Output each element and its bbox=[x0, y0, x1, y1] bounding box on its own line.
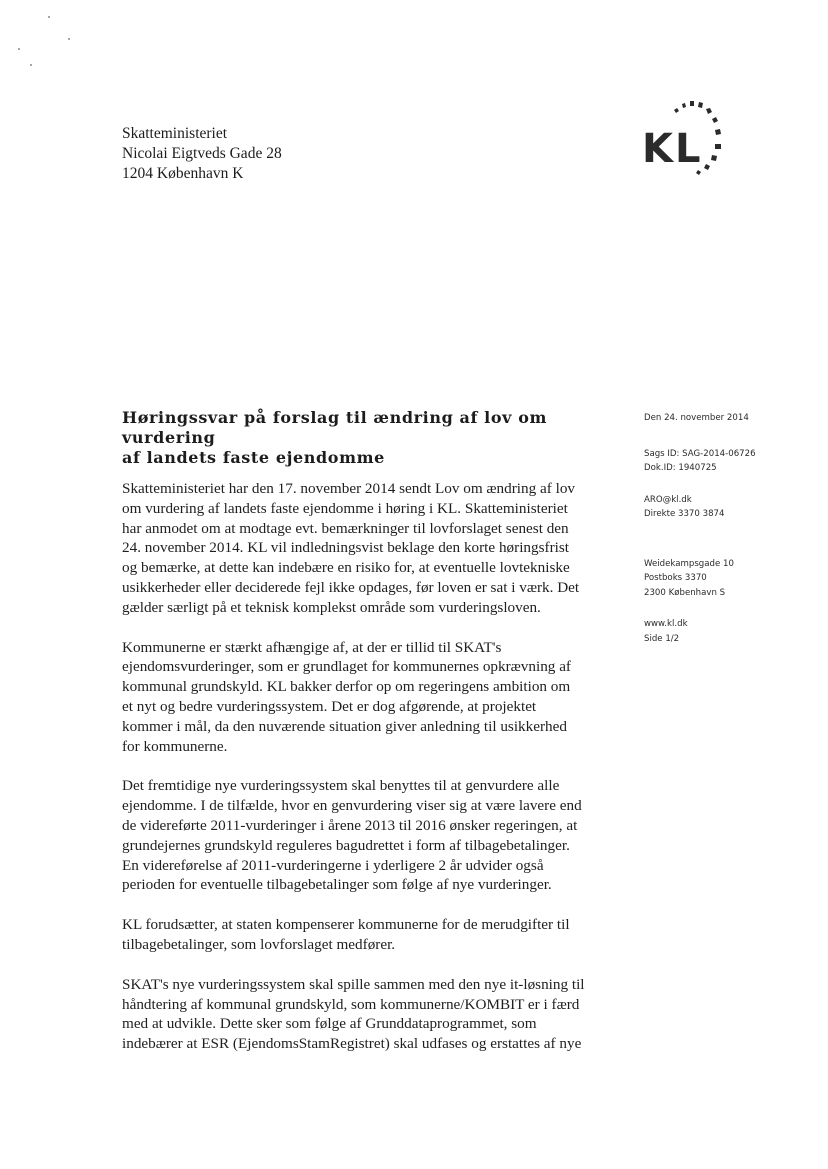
letter-meta bbox=[644, 411, 814, 658]
logo-dot bbox=[682, 103, 686, 108]
logo-dot bbox=[690, 101, 694, 106]
body-line: 24. november 2014. KL vil indledningsvist beklage den korte høringsfrist bbox=[122, 539, 569, 557]
body-line: ejendomme. I de tilfælde, hvor en genvurdering viser sig at være lavere end bbox=[122, 797, 582, 815]
body-line: Kommunerne er stærkt afhængige af, at der er tillid til SKAT's bbox=[122, 638, 502, 656]
logo-dot bbox=[698, 102, 703, 108]
body-line: kommunal grundskyld. KL bakker derfor op om regeringens ambition om bbox=[122, 678, 571, 696]
recipient-line: 1204 København K bbox=[122, 165, 244, 182]
body-line: med at udvikle. Dette sker som følge af Grunddataprogrammet, som bbox=[122, 1015, 537, 1033]
body-paragraph bbox=[122, 975, 612, 1054]
page-number: Side 1/2 bbox=[644, 633, 680, 644]
logo-dot bbox=[712, 117, 718, 123]
direct-phone: Direkte 3370 3874 bbox=[644, 509, 725, 519]
body-line: Skatteministeriet har den 17. november 2014 sendt Lov om ændring af lov bbox=[122, 480, 576, 497]
address-line: Postboks 3370 bbox=[644, 573, 707, 583]
body-line: perioden for eventuelle tilbagebetalinger som følge af nye vurderinger. bbox=[122, 876, 552, 894]
body-line: håndtering af kommunal grundskyld, som kommunerne/KOMBIT er i færd bbox=[122, 995, 580, 1013]
document-title bbox=[122, 408, 602, 468]
scan-speck bbox=[68, 38, 70, 40]
letter-body bbox=[122, 479, 612, 1074]
logo-dot bbox=[715, 144, 721, 149]
contact-email: ARO@kl.dk bbox=[644, 494, 692, 505]
body-line: Det fremtidige nye vurderingssystem skal benyttes til at genvurdere alle bbox=[122, 777, 560, 795]
body-line: KL forudsætter, at staten kompenserer kommunerne for de merudgifter til bbox=[122, 916, 570, 934]
document-id: Dok.ID: 1940725 bbox=[644, 463, 717, 473]
logo-dot bbox=[715, 129, 721, 135]
body-line: har anmodet om at modtage evt. bemærkninger til lovforslaget senest den bbox=[122, 519, 569, 537]
body-paragraph bbox=[122, 915, 612, 955]
body-line: kommer i mål, da den nuværende situation giver anledning til usikkerhed bbox=[122, 717, 567, 735]
body-line: grundejernes grundskyld reguleres bagudrettet i form af tilbagebetalinger. bbox=[122, 836, 570, 854]
body-line: ejendomsvurderinger, som er grundlaget for kommunernes opkrævning af bbox=[122, 658, 571, 676]
body-line: om vurdering af landets faste ejendomme i høring i KL. Skatteministeriet bbox=[122, 499, 568, 517]
scan-speck bbox=[48, 16, 50, 18]
title-line: Høringssvar på forslag til ændring af lov om vurdering bbox=[122, 408, 547, 447]
address-line: Weidekampsgade 10 bbox=[644, 558, 734, 569]
body-paragraph bbox=[122, 479, 612, 618]
body-line: for kommunerne. bbox=[122, 737, 228, 755]
recipient-address bbox=[122, 124, 282, 184]
scan-speck bbox=[18, 48, 20, 50]
logo-dot bbox=[711, 155, 717, 161]
kl-logo bbox=[636, 92, 736, 184]
scan-speck bbox=[30, 64, 32, 66]
logo-dot bbox=[674, 108, 679, 113]
body-line: SKAT's nye vurderingssystem skal spille sammen med den nye it-løsning til bbox=[122, 975, 585, 993]
letter-date: Den 24. november 2014 bbox=[644, 413, 749, 423]
recipient-line: Skatteministeriet bbox=[122, 125, 228, 142]
body-line: og bemærke, at dette kan indebære en risiko for, at eventuelle lovtekniske bbox=[122, 559, 570, 577]
body-line: tilbagebetalinger, som lovforslaget medfører. bbox=[122, 935, 396, 953]
logo-dot bbox=[704, 164, 710, 170]
recipient-line: Nicolai Eigtveds Gade 28 bbox=[122, 145, 282, 162]
website: www.kl.dk bbox=[644, 619, 688, 629]
body-line: En videreførelse af 2011-vurderingerne i yderligere 2 år udvider også bbox=[122, 856, 544, 874]
body-paragraph bbox=[122, 776, 612, 895]
body-paragraph bbox=[122, 638, 612, 757]
case-id: Sags ID: SAG-2014-06726 bbox=[644, 448, 756, 459]
body-line: de videreførte 2011-vurderinger i årene 2013 til 2016 ønsker regeringen, at bbox=[122, 816, 578, 834]
body-line: gælder særligt på et teknisk komplekst område som vurderingsloven. bbox=[122, 598, 541, 616]
body-line: usikkerheder eller deciderede fejl ikke opdages, før loven er sat i værk. Det bbox=[122, 578, 580, 596]
logo-dot bbox=[706, 108, 712, 114]
title-line: af landets faste ejendomme bbox=[122, 448, 385, 467]
body-line: indebærer at ESR (EjendomsStamRegistret) skal udfases og erstattes af nye bbox=[122, 1035, 582, 1053]
logo-text: KL bbox=[642, 126, 703, 172]
body-line: et nyt og bedre vurderingssystem. Det er dog afgørende, at projektet bbox=[122, 697, 537, 715]
address-line: 2300 København S bbox=[644, 587, 726, 598]
